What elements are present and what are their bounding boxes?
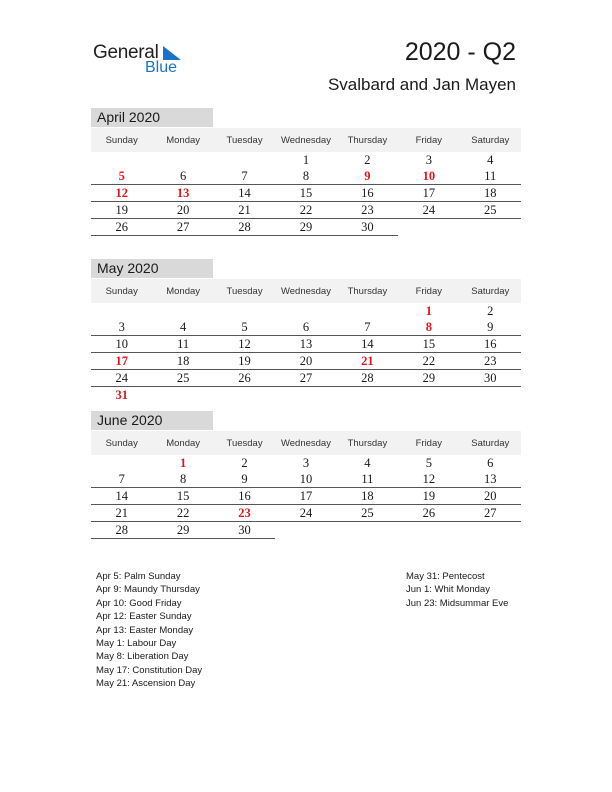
day-cell: 22 <box>152 505 213 522</box>
empty-day-cell <box>152 152 213 168</box>
day-cell: 11 <box>460 168 521 185</box>
month-name: April 2020 <box>91 108 213 127</box>
empty-day-cell <box>214 387 275 404</box>
month-name: June 2020 <box>91 411 213 430</box>
week-row <box>91 455 521 471</box>
empty-day-cell <box>91 303 152 319</box>
day-cell: 16 <box>337 185 398 202</box>
day-cell: 10 <box>275 471 336 488</box>
day-cell: 23 <box>337 202 398 219</box>
day-cell: 11 <box>152 336 213 353</box>
holiday-entry: Apr 12: Easter Sunday <box>96 611 192 623</box>
day-cell: 23 <box>460 353 521 370</box>
empty-day-cell <box>337 387 398 404</box>
week-row <box>91 505 521 522</box>
empty-day-cell <box>398 387 459 404</box>
empty-day-cell <box>460 387 521 404</box>
day-cell: 12 <box>214 336 275 353</box>
day-cell: 18 <box>152 353 213 370</box>
day-cell: 20 <box>460 488 521 505</box>
calendar-grid <box>91 128 521 236</box>
day-cell: 23 <box>214 505 275 522</box>
holiday-entry: May 1: Labour Day <box>96 638 177 650</box>
day-cell: 27 <box>460 505 521 522</box>
day-cell: 1 <box>425 303 432 318</box>
weekday-header: Monday <box>152 128 213 152</box>
day-cell: 14 <box>91 488 152 505</box>
day-cell: 12 <box>398 471 459 488</box>
day-cell: 22 <box>275 202 336 219</box>
day-cell: 4 <box>364 455 371 470</box>
weekday-header: Tuesday <box>214 431 275 455</box>
empty-day-cell <box>275 303 336 319</box>
day-cell: 4 <box>487 152 494 167</box>
day-cell: 30 <box>337 219 398 236</box>
weekday-header: Saturday <box>460 279 521 303</box>
week-row <box>91 471 521 488</box>
day-cell: 20 <box>152 202 213 219</box>
holiday-entry: May 8: Liberation Day <box>96 651 189 663</box>
week-row <box>91 185 521 202</box>
day-cell: 28 <box>91 522 152 539</box>
day-cell: 2 <box>241 455 248 470</box>
weekday-header: Thursday <box>337 431 398 455</box>
day-cell: 15 <box>398 336 459 353</box>
weekday-header-row <box>91 128 521 152</box>
weekday-header: Sunday <box>91 431 152 455</box>
day-cell: 19 <box>91 202 152 219</box>
day-cell: 25 <box>152 370 213 387</box>
day-cell: 8 <box>398 319 459 336</box>
month-april <box>91 108 521 236</box>
page-title: 2020 - Q2 <box>404 38 516 66</box>
day-cell: 26 <box>91 219 152 236</box>
day-cell: 19 <box>398 488 459 505</box>
week-row <box>91 336 521 353</box>
day-cell: 24 <box>398 202 459 219</box>
day-cell: 15 <box>275 185 336 202</box>
day-cell: 13 <box>460 471 521 488</box>
week-row <box>91 387 521 404</box>
day-cell: 3 <box>425 152 432 167</box>
weekday-header: Sunday <box>91 279 152 303</box>
day-cell: 6 <box>487 455 494 470</box>
logo-general-text: General <box>93 42 159 63</box>
month-may <box>91 259 521 403</box>
empty-day-cell <box>398 522 459 539</box>
calendar-grid <box>91 279 521 403</box>
month-name: May 2020 <box>91 259 213 278</box>
holiday-entry: Apr 9: Maundy Thursday <box>96 584 200 596</box>
week-row <box>91 202 521 219</box>
day-cell: 2 <box>364 152 371 167</box>
holiday-entry: Apr 13: Easter Monday <box>96 624 194 636</box>
weekday-header: Thursday <box>337 279 398 303</box>
holiday-entry: May 21: Ascension Day <box>96 678 196 690</box>
week-row <box>91 522 521 539</box>
day-cell: 5 <box>214 319 275 336</box>
day-cell: 26 <box>214 370 275 387</box>
weekday-header: Friday <box>398 279 459 303</box>
day-cell: 28 <box>214 219 275 236</box>
day-cell: 30 <box>460 370 521 387</box>
holiday-entry: Apr 10: Good Friday <box>96 597 182 609</box>
empty-day-cell <box>337 303 398 319</box>
day-cell: 8 <box>275 168 336 185</box>
holiday-entry: Jun 23: Midsummar Eve <box>406 597 509 609</box>
weekday-header-row <box>91 279 521 303</box>
week-row <box>91 152 521 168</box>
day-cell: 21 <box>91 505 152 522</box>
day-cell: 24 <box>91 370 152 387</box>
empty-day-cell <box>398 219 459 236</box>
holiday-list-left <box>96 570 202 691</box>
weekday-header: Wednesday <box>275 279 336 303</box>
day-cell: 10 <box>398 168 459 185</box>
day-cell: 3 <box>302 455 310 470</box>
day-cell: 19 <box>214 353 275 370</box>
page-subtitle: Svalbard and Jan Mayen <box>327 75 516 94</box>
holiday-entry: May 31: Pentecost <box>406 571 485 582</box>
weekday-header: Monday <box>152 431 213 455</box>
day-cell: 4 <box>152 319 213 336</box>
day-cell: 21 <box>214 202 275 219</box>
day-cell: 7 <box>337 319 398 336</box>
day-cell: 18 <box>337 488 398 505</box>
day-cell: 26 <box>398 505 459 522</box>
day-cell: 7 <box>91 471 152 488</box>
day-cell: 18 <box>460 185 521 202</box>
day-cell: 11 <box>337 471 398 488</box>
month-june <box>91 411 521 539</box>
weekday-header: Friday <box>398 128 459 152</box>
calendar-grid <box>91 431 521 539</box>
day-cell: 17 <box>398 185 459 202</box>
weekday-header: Thursday <box>337 128 398 152</box>
day-cell: 21 <box>337 353 398 370</box>
day-cell: 15 <box>152 488 213 505</box>
empty-day-cell <box>275 387 336 404</box>
day-cell: 24 <box>275 505 336 522</box>
empty-day-cell <box>460 219 521 236</box>
day-cell: 29 <box>398 370 459 387</box>
day-cell: 16 <box>460 336 521 353</box>
day-cell: 31 <box>115 387 128 402</box>
weekday-header: Wednesday <box>275 431 336 455</box>
empty-day-cell <box>460 522 521 539</box>
day-cell: 17 <box>91 353 152 370</box>
day-cell: 13 <box>275 336 336 353</box>
day-cell: 14 <box>214 185 275 202</box>
week-row <box>91 319 521 336</box>
week-row <box>91 353 521 370</box>
empty-day-cell <box>152 387 213 404</box>
weekday-header: Wednesday <box>275 128 336 152</box>
week-row <box>91 219 521 236</box>
empty-day-cell <box>214 303 275 319</box>
day-cell: 2 <box>487 303 494 318</box>
weekday-header-row <box>91 431 521 455</box>
day-cell: 9 <box>460 319 521 336</box>
logo-flag-icon <box>163 46 181 60</box>
weekday-header: Monday <box>152 279 213 303</box>
week-row <box>91 303 521 319</box>
day-cell: 29 <box>275 219 336 236</box>
day-cell: 6 <box>275 319 336 336</box>
day-cell: 29 <box>152 522 213 539</box>
weekday-header: Friday <box>398 431 459 455</box>
day-cell: 9 <box>337 168 398 185</box>
week-row <box>91 370 521 387</box>
day-cell: 17 <box>275 488 336 505</box>
day-cell: 12 <box>91 185 152 202</box>
day-cell: 3 <box>91 319 152 336</box>
day-cell: 6 <box>152 168 213 185</box>
weekday-header: Tuesday <box>214 279 275 303</box>
empty-day-cell <box>91 455 152 471</box>
empty-day-cell <box>214 152 275 168</box>
empty-day-cell <box>275 522 336 539</box>
week-row <box>91 488 521 505</box>
day-cell: 27 <box>275 370 336 387</box>
holiday-entry: Jun 1: Whit Monday <box>406 584 490 596</box>
day-cell: 16 <box>214 488 275 505</box>
empty-day-cell <box>152 303 213 319</box>
day-cell: 27 <box>152 219 213 236</box>
day-cell: 28 <box>337 370 398 387</box>
day-cell: 25 <box>460 202 521 219</box>
holiday-entry: Apr 5: Palm Sunday <box>96 571 181 582</box>
day-cell: 14 <box>337 336 398 353</box>
weekday-header: Sunday <box>91 128 152 152</box>
holiday-list-right <box>406 570 508 610</box>
day-cell: 30 <box>214 522 275 539</box>
logo <box>93 40 193 80</box>
day-cell: 25 <box>337 505 398 522</box>
day-cell: 22 <box>398 353 459 370</box>
day-cell: 13 <box>152 185 213 202</box>
day-cell: 5 <box>425 455 432 470</box>
day-cell: 20 <box>275 353 336 370</box>
empty-day-cell <box>91 152 152 168</box>
day-cell: 9 <box>214 471 275 488</box>
day-cell: 10 <box>91 336 152 353</box>
weekday-header: Saturday <box>460 431 521 455</box>
day-cell: 8 <box>152 471 213 488</box>
week-row <box>91 168 521 185</box>
day-cell: 1 <box>302 152 310 167</box>
day-cell: 5 <box>91 168 152 185</box>
day-cell: 1 <box>180 455 187 470</box>
empty-day-cell <box>337 522 398 539</box>
weekday-header: Tuesday <box>214 128 275 152</box>
holiday-entry: May 17: Constitution Day <box>96 664 203 676</box>
day-cell: 7 <box>214 168 275 185</box>
weekday-header: Saturday <box>460 128 521 152</box>
logo-blue-text: Blue <box>145 59 178 76</box>
